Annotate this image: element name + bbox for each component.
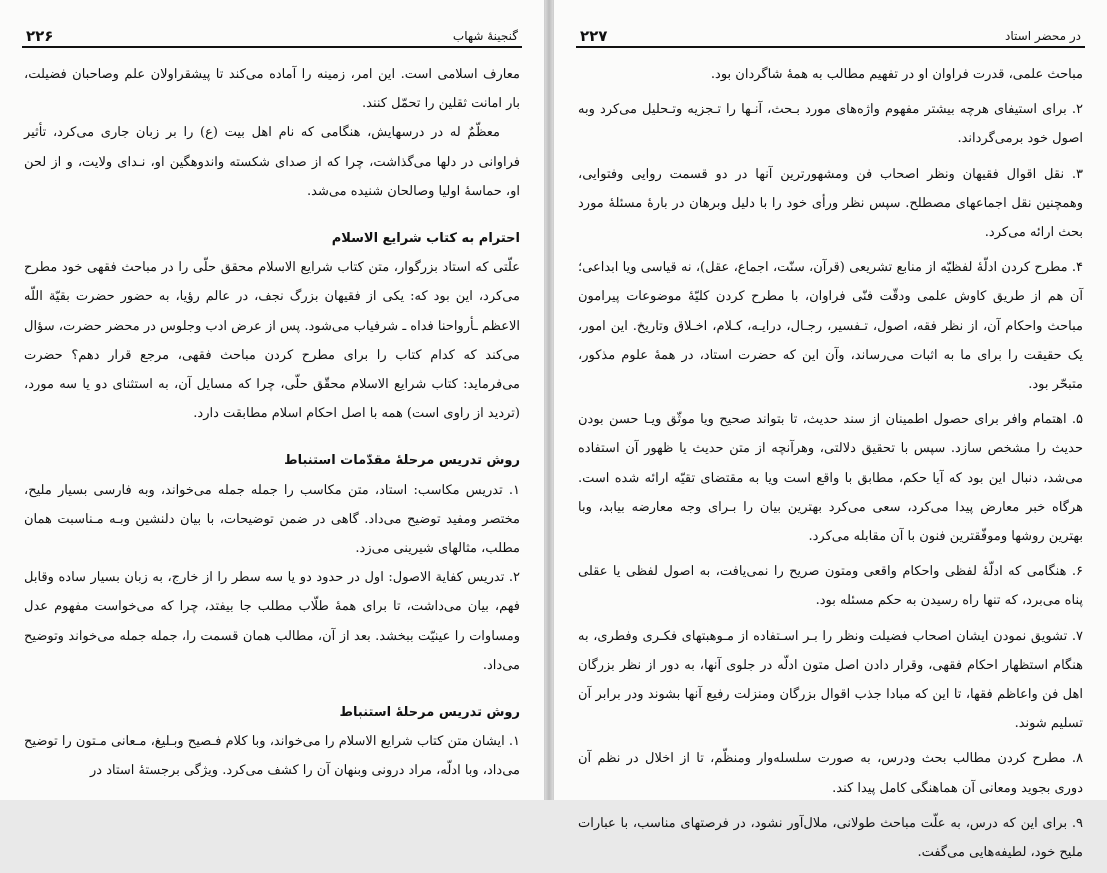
list-item: ۲. تدریس کفایة الاصول: اول در حدود دو یا سه سطر را از خارج، به زبان بسیار ساده وقابل فهم، بیان می‌داشت، تا برای همهٔ طلّاب مطلب جا بیفتد، چرا که می‌خواست مفهوم عدل ومساوات را عینیّت ببخشد. بعد از آن، مطالب همان قسمت را، جمله جمله می‌خواند وتوضیح می‌داد. [24,570,520,673]
list-item: ۱. تدریس مکاسب: استاد، متن مکاسب را جمله جمله می‌خواند، وبه فارسی بسیار ملیح، مختصر ومفید توضیح می‌داد. گاهی در ضمن توضیحات، با بیان دلنشین وبـه مـناسبت همان مطلب، مثالهای شیرینی می‌زد. [24,482,520,557]
left-running-title: گنجینهٔ شهاب [452,29,518,43]
list-item: ۹. برای این که درس، به علّت مباحث طولانی، ملال‌آور نشود، در فرصتهای مناسب، با عبارات ملیح خود، لطیفه‌هایی می‌گفت. [578,815,1083,861]
paragraph: مباحث علمی، قدرت فراوان او در تفهیم مطالب به همهٔ شاگردان بود. [710,67,1083,82]
list-item: ۶. هنگامی که ادلّهٔ لفظی واحکام واقعی ومتون صریح را نمی‌یافت، به اصول لفظی یا عقلی پناه می‌برد، که تنها راه رسیدن به حکم مسئله بود. [578,564,1083,609]
right-page-number: ۲۲۷ [580,27,608,45]
left-running-head [22,24,522,48]
right-page [553,0,1107,861]
list-item: ۲. برای استیفای هرچه بیشتر مفهوم واژه‌های مورد بـحث، آنـها را تـجزیه وتـحلیل می‌کرد وبه اصول خود برمی‌گرداند. [578,102,1083,147]
left-page [0,0,545,800]
section-heading: احترام به کتاب شرایع الاسلام [331,231,520,247]
right-running-title: در محضر استاد [1005,29,1081,43]
list-item: ۸. مطرح کردن مطالب بحث ودرس، به صورت سلسله‌وار ومنظّم، تا از اخلال در نظم آن دوری بجوید ومعانی آن هماهنگی کامل پیدا کند. [578,751,1083,796]
list-item: ۱. ایشان متن کتاب شرایع الاسلام را می‌خواند، وبا کلام فـصیح وبـلیغ، مـعانی مـتون را توضیح می‌داد، وبا ادلّه، مراد درونی وبنهان آن را کشف می‌کرد. ویژگی برجستهٔ استاد در [24,734,520,779]
paragraph: معارف اسلامی است. این امر، زمینه را آماده می‌کند تا پیشقراولان علم وصاحبان فضیلت، بار امانت ثقلین را تحمّل کنند. [24,67,520,112]
section-heading: روش تدریس مرحلهٔ مقدّمات استنباط [284,453,520,469]
list-item: ۳. نقل اقوال فقیهان ونظر اصحاب فن ومشهورترین آنها در دو قسمت روایی وفتوایی، وهمچنین نقل اجماعهای مصطلح. سپس نظر ورأی خود را با دلیل وبرهان در بارهٔ مسئلهٔ مورد بحث ارائه می‌کرد. [578,166,1083,241]
right-running-head [576,24,1085,48]
list-item: ۴. مطرح کردن ادلّهٔ لفظیّه از منابع تشریعی (قرآن، سنّت، اجماع، عقل)، نه قیاسی ویا ابداعی؛ آن هم از طریق کاوش علمی ودقّت فنّی فراوان، با مطرح کردن کلیّهٔ موضوعات پیرامون مباحث واحکام آن، از نظر فقه، اصول، تـفسیر، رجـال، درایـه، کـلام، اخـلاق وتاریخ. این امور، یک حقیقت را برای ما به اثبات می‌رساند، وآن این که حضرت استاد، در همهٔ علوم مذکور، متبحّر بود. [578,260,1083,393]
left-body-text [24,60,520,786]
paragraph: معظّمٌ له در درسهایش، هنگامی که نام اهل بیت (ع) را بر زبان جاری می‌کرد، تأثیر فراوانی در دلها می‌گذاشت، چرا که از صدای شکسته واندوهگین او، نـدای ولایت، و از لحن او، حماسهٔ اولیا وصالحان شنیده می‌شد. [24,125,520,199]
list-item: ۷. تشویق نمودن ایشان اصحاب فضیلت ونظر را بـر اسـتفاده از مـوهبتهای فکـری وفطری، به هنگام استظهار احکام فقهی، وقرار دادن اصل متون ادلّه در جلوی آنها، به دور از نظر بزرگان اهل فن واعاظم فقها، تا این که مبادا جذب اقوال بزرگان ومنزلت رفیع آنها بشوند ودر برابر آن تسلیم شوند. [578,628,1083,732]
book-gutter [545,0,553,800]
right-body-text [578,60,1083,873]
paragraph: علّتی که استاد بزرگوار، متن کتاب شرایع الاسلام محقق حلّی را در مباحث فقهی خود مطرح می‌کرد، این بود که: یکی از فقیهان بزرگ نجف، در عالم رؤیا، به حضور حضرت بقیّة اللّه الاعظم ـأرواحنا فداه ـ شرفیاب می‌شود. پس از عرض ادب وجلوس در محضر حضرت، سؤال می‌کند که کدام کتاب را برای مطرح کردن مباحث فقهی، مرجع قرار دهم؟ حضرت می‌فرماید: کتاب شرایع الاسلام محقّق حلّی، چرا که مسایل آن، به استثنای دو یا سه مورد، (تردید از راوی است) همه با اصل احکام اسلام مطابقت دارد. [24,260,520,422]
list-item: ۵. اهتمام وافر برای حصول اطمینان از سند حدیث، تا بتواند صحیح ویا موثّق ویـا حسن بودن حدیث را مشخص سازد. سپس با تحقیق دلالتی، وهرآنچه از متن حدیث یا ظهور آن استفاده می‌شد، دنبال این بود که آیا حکم، مطابق با واقع است ویا به مقتضای تقیّه ارائه شده است. هرگاه خبر معارض پیدا می‌کرد، سعی می‌کرد بهترین بیان را بـرای وجه معارضه بیابد، وبا بهترین روشها وموفّقترین فنون با آن مقابله می‌کرد. [578,412,1083,545]
section-heading: روش تدریس مرحلهٔ استنباط [339,705,520,721]
left-page-number: ۲۲۶ [26,27,54,45]
